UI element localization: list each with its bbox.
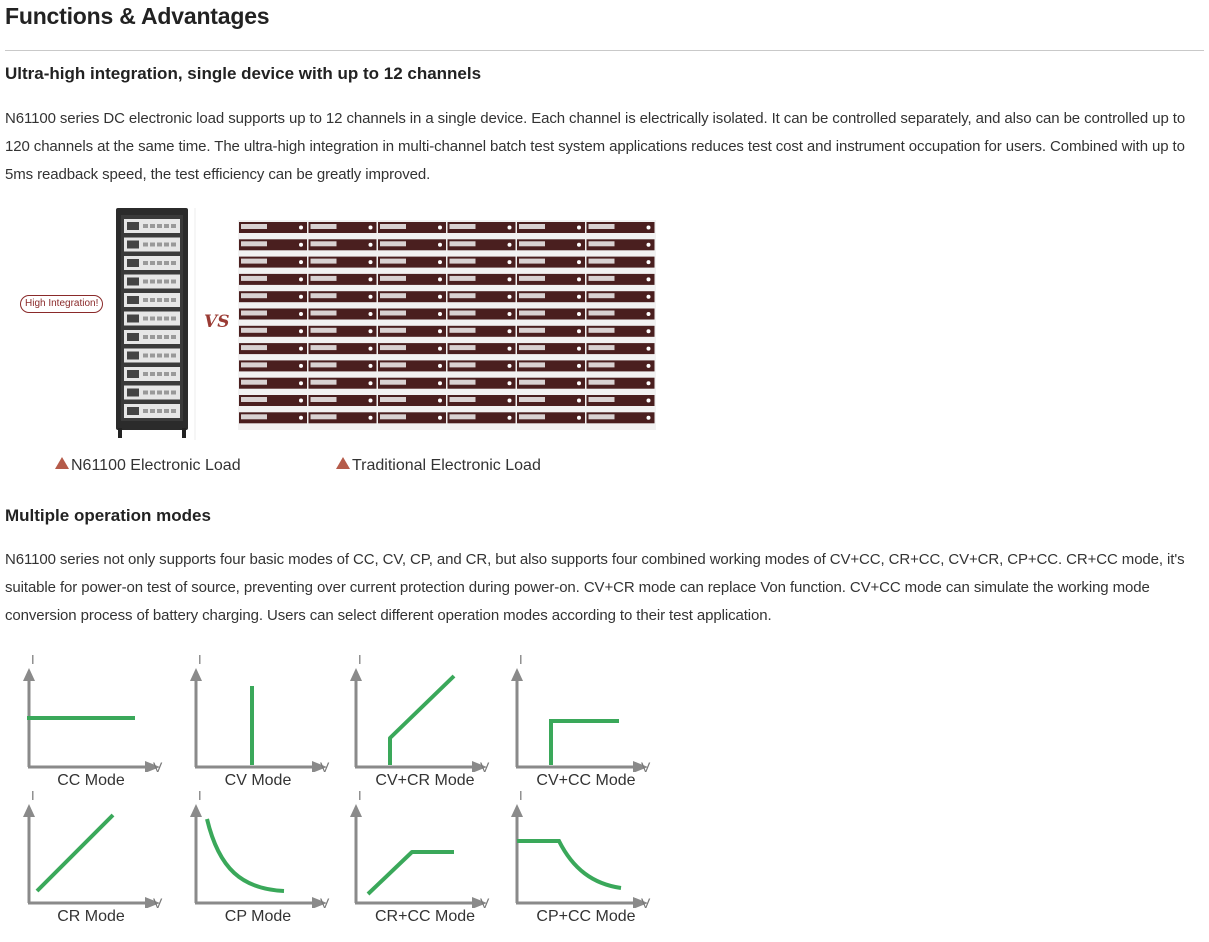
rack-unit-port — [171, 317, 176, 321]
rack-unit-port — [143, 335, 148, 339]
traditional-load-knob — [369, 295, 373, 299]
traditional-load-display — [589, 397, 615, 402]
iv-curve — [517, 841, 621, 888]
traditional-load-knob — [647, 381, 651, 385]
mode-label: CV+CR Mode — [375, 772, 475, 789]
caption-n61100 — [55, 457, 241, 475]
high-integration-badge: High Integration! — [20, 295, 103, 313]
traditional-load-knob — [369, 260, 373, 264]
traditional-load-display — [241, 414, 267, 419]
y-axis-label: I — [519, 652, 523, 667]
traditional-load-display — [589, 311, 615, 316]
rack-unit-port — [164, 335, 169, 339]
rack-unit-display — [127, 259, 139, 267]
y-axis-label: I — [358, 652, 362, 667]
rack-unit-port — [157, 243, 162, 247]
rack-unit-port — [143, 280, 148, 284]
rack-unit-port — [150, 335, 155, 339]
rack-unit-port — [171, 335, 176, 339]
rack-unit-display — [127, 389, 139, 397]
vs-label: VS — [204, 312, 230, 332]
traditional-load-knob — [508, 226, 512, 230]
traditional-load-knob — [577, 416, 581, 420]
n61100-rack-image — [116, 208, 195, 440]
traditional-load-display — [450, 224, 476, 229]
traditional-load-display — [311, 293, 337, 298]
iv-curve — [390, 676, 454, 765]
rack-unit-port — [143, 261, 148, 265]
rack-unit-port — [171, 354, 176, 358]
y-axis-arrow — [23, 804, 35, 817]
rack-unit-port — [143, 243, 148, 247]
rack-unit-port — [157, 261, 162, 265]
traditional-load-knob — [508, 260, 512, 264]
page-title: Functions & Advantages — [5, 3, 270, 29]
y-axis-label: I — [198, 652, 202, 667]
traditional-load-knob — [577, 347, 581, 351]
x-axis-label: V — [320, 895, 330, 908]
y-axis-label: I — [198, 788, 202, 803]
comparison-illustration — [5, 200, 665, 490]
modes-paragraph: N61100 series not only supports four basic modes of CC, CV, CP, and CR, but also supports four combined working modes of CV+CC, CR+CC, CV+CR, CP+CC. CR+CC mode, it's suitable for power-on test of source, preventing over current protection during power-on. CV+CR mode can replace Von function. CV+CC mode can simulate the working mode conversion process of battery charging. Users can select different operation modes according to their test application. — [5, 551, 1185, 624]
rack-unit-port — [150, 261, 155, 265]
traditional-load-knob — [369, 416, 373, 420]
rack-unit-port — [164, 243, 169, 247]
rack-unit-port — [157, 409, 162, 413]
caption-traditional — [336, 457, 541, 475]
traditional-load-display — [380, 362, 406, 367]
rack-unit-port — [150, 298, 155, 302]
traditional-load-knob — [577, 381, 581, 385]
x-axis-label: V — [320, 759, 330, 772]
rack-unit-port — [143, 224, 148, 228]
traditional-load-knob — [438, 347, 442, 351]
traditional-load-display — [241, 345, 267, 350]
iv-chart — [503, 784, 673, 908]
rack-unit-port — [171, 224, 176, 228]
rack-unit-display — [127, 407, 139, 415]
rack-unit-display — [127, 333, 139, 341]
traditional-load-display — [311, 276, 337, 281]
traditional-load-knob — [438, 260, 442, 264]
traditional-load-knob — [577, 295, 581, 299]
traditional-load-display — [241, 276, 267, 281]
traditional-load-knob — [438, 226, 442, 230]
x-axis-label: V — [480, 895, 490, 908]
rack-unit-port — [157, 224, 162, 228]
triangle-icon — [55, 457, 69, 469]
mode-label: CV+CC Mode — [536, 772, 636, 789]
traditional-load-display — [519, 397, 545, 402]
rack-unit-port — [150, 317, 155, 321]
mode-cv-diagram — [182, 648, 352, 789]
traditional-load-knob — [508, 416, 512, 420]
traditional-load-knob — [299, 347, 303, 351]
y-axis-arrow — [350, 804, 362, 817]
traditional-load-knob — [299, 226, 303, 230]
traditional-load-knob — [508, 329, 512, 333]
rack-unit-display — [127, 315, 139, 323]
rack-unit-display — [127, 352, 139, 360]
traditional-load-knob — [647, 277, 651, 281]
traditional-load-knob — [369, 381, 373, 385]
traditional-load-display — [519, 276, 545, 281]
traditional-load-display — [311, 345, 337, 350]
traditional-load-display — [241, 311, 267, 316]
traditional-load-knob — [438, 381, 442, 385]
traditional-load-knob — [508, 347, 512, 351]
traditional-load-display — [450, 328, 476, 333]
traditional-load-display — [311, 224, 337, 229]
traditional-load-display — [241, 293, 267, 298]
traditional-load-knob — [577, 226, 581, 230]
traditional-load-display — [450, 380, 476, 385]
mode-cp-diagram — [182, 784, 352, 925]
rack-unit-display — [127, 370, 139, 378]
y-axis-arrow — [350, 668, 362, 681]
traditional-load-display — [519, 380, 545, 385]
traditional-load-display — [589, 259, 615, 264]
traditional-load-display — [380, 311, 406, 316]
triangle-icon — [336, 457, 350, 469]
integration-paragraph: N61100 series DC electronic load supports up to 12 channels in a single device. Each channel is electrically isolated. It can be controlled separately, and also can be controlled up to 120 channels at the same time. The ultra-high integration in multi-channel batch test system applications reduces test cost and instrument occupation for users. Combined with up to 5ms readback speed, the test efficiency can be greatly improved. — [5, 110, 1186, 183]
rack-unit-port — [157, 317, 162, 321]
traditional-load-knob — [647, 226, 651, 230]
traditional-load-knob — [299, 277, 303, 281]
traditional-load-display — [311, 397, 337, 402]
traditional-load-knob — [508, 243, 512, 247]
mode-cr-cc-diagram — [342, 784, 512, 925]
rack-unit-port — [171, 298, 176, 302]
traditional-load-knob — [438, 312, 442, 316]
iv-curve — [368, 852, 454, 894]
operation-modes-diagram — [0, 648, 680, 942]
traditional-load-knob — [438, 243, 442, 247]
mode-label: CP+CC Mode — [536, 908, 636, 925]
traditional-load-display — [589, 380, 615, 385]
traditional-load-knob — [647, 364, 651, 368]
title-divider — [5, 50, 1204, 51]
traditional-load-display — [589, 224, 615, 229]
y-axis-label: I — [31, 788, 35, 803]
rack-unit-port — [171, 372, 176, 376]
rack-unit-port — [150, 391, 155, 395]
rack-unit-port — [171, 409, 176, 413]
rack-unit-port — [171, 391, 176, 395]
rack-unit-port — [157, 391, 162, 395]
rack-unit-port — [143, 298, 148, 302]
traditional-load-display — [380, 328, 406, 333]
x-axis-label: V — [641, 895, 651, 908]
rack-unit-display — [127, 222, 139, 230]
iv-chart — [15, 648, 185, 772]
traditional-load-display — [589, 362, 615, 367]
integration-comparison-figure — [5, 200, 665, 490]
traditional-load-display — [311, 380, 337, 385]
traditional-load-knob — [577, 364, 581, 368]
traditional-load-display — [450, 345, 476, 350]
mode-label: CP Mode — [224, 908, 292, 925]
rack-unit-port — [150, 224, 155, 228]
traditional-load-display — [519, 241, 545, 246]
traditional-load-knob — [577, 329, 581, 333]
rack-unit-port — [143, 372, 148, 376]
x-axis-label: V — [153, 759, 163, 772]
traditional-load-knob — [647, 312, 651, 316]
rack-unit-port — [171, 243, 176, 247]
traditional-load-display — [241, 380, 267, 385]
x-axis-label: V — [153, 895, 163, 908]
rack-unit-port — [164, 298, 169, 302]
rack-unit-port — [157, 280, 162, 284]
rack-unit-display — [127, 241, 139, 249]
mode-label: CR+CC Mode — [374, 908, 476, 925]
traditional-load-display — [589, 414, 615, 419]
traditional-load-display — [450, 259, 476, 264]
traditional-load-knob — [369, 226, 373, 230]
traditional-load-display — [450, 276, 476, 281]
iv-chart — [342, 648, 512, 772]
traditional-load-knob — [299, 260, 303, 264]
traditional-load-knob — [508, 295, 512, 299]
traditional-load-knob — [577, 399, 581, 403]
traditional-load-knob — [299, 416, 303, 420]
traditional-load-knob — [647, 347, 651, 351]
traditional-load-knob — [647, 329, 651, 333]
traditional-load-knob — [508, 364, 512, 368]
y-axis-label: I — [519, 788, 523, 803]
traditional-load-display — [380, 397, 406, 402]
traditional-load-display — [519, 259, 545, 264]
traditional-load-display — [241, 224, 267, 229]
rack-unit-port — [164, 354, 169, 358]
traditional-load-knob — [369, 277, 373, 281]
iv-curve — [207, 819, 284, 891]
traditional-load-display — [589, 241, 615, 246]
rack-unit-port — [164, 372, 169, 376]
traditional-load-knob — [369, 243, 373, 247]
traditional-load-knob — [508, 277, 512, 281]
mode-cc-diagram — [15, 648, 185, 789]
rack-unit-port — [143, 391, 148, 395]
traditional-load-display — [519, 328, 545, 333]
traditional-load-display — [589, 293, 615, 298]
traditional-load-display — [311, 259, 337, 264]
traditional-load-display — [241, 397, 267, 402]
traditional-load-display — [380, 276, 406, 281]
mode-cv-cc-diagram — [503, 648, 673, 789]
iv-chart — [182, 784, 352, 908]
iv-chart — [503, 648, 673, 772]
traditional-load-display — [311, 362, 337, 367]
rack-unit-port — [150, 243, 155, 247]
traditional-load-display — [519, 345, 545, 350]
traditional-load-display — [450, 414, 476, 419]
iv-curve — [37, 815, 113, 891]
caption-traditional-text: Traditional Electronic Load — [352, 457, 541, 474]
rack-unit-port — [164, 391, 169, 395]
y-axis-label: I — [358, 788, 362, 803]
mode-cr-diagram — [15, 784, 185, 925]
mode-label: CC Mode — [57, 772, 125, 789]
traditional-load-knob — [299, 295, 303, 299]
rack-unit-port — [164, 317, 169, 321]
section-heading-integration: Ultra-high integration, single device with up to 12 channels — [5, 64, 482, 83]
y-axis-arrow — [190, 804, 202, 817]
traditional-load-knob — [438, 364, 442, 368]
iv-chart — [182, 648, 352, 772]
traditional-load-display — [241, 362, 267, 367]
iv-chart — [15, 784, 185, 908]
traditional-load-display — [450, 241, 476, 246]
traditional-load-knob — [299, 312, 303, 316]
traditional-load-display — [380, 224, 406, 229]
traditional-load-display — [241, 328, 267, 333]
traditional-load-knob — [647, 295, 651, 299]
traditional-load-knob — [647, 399, 651, 403]
traditional-load-display — [519, 293, 545, 298]
rack-unit-port — [150, 354, 155, 358]
traditional-load-knob — [438, 295, 442, 299]
y-axis-arrow — [511, 668, 523, 681]
traditional-load-display — [450, 293, 476, 298]
traditional-load-knob — [438, 416, 442, 420]
x-axis-label: V — [641, 759, 651, 772]
traditional-load-knob — [577, 243, 581, 247]
traditional-load-knob — [369, 329, 373, 333]
traditional-load-display — [241, 241, 267, 246]
rack-unit-port — [164, 224, 169, 228]
rack-unit-port — [164, 280, 169, 284]
traditional-load-display — [589, 276, 615, 281]
traditional-load-knob — [299, 364, 303, 368]
traditional-load-display — [450, 311, 476, 316]
traditional-load-display — [311, 328, 337, 333]
traditional-load-display — [589, 345, 615, 350]
traditional-loads-image — [238, 220, 656, 430]
traditional-load-knob — [369, 364, 373, 368]
traditional-load-knob — [438, 277, 442, 281]
rack-unit-port — [171, 261, 176, 265]
traditional-load-knob — [438, 329, 442, 333]
rack-unit-port — [150, 372, 155, 376]
traditional-load-knob — [299, 399, 303, 403]
traditional-load-knob — [508, 312, 512, 316]
caption-n61100-text: N61100 Electronic Load — [71, 457, 241, 474]
y-axis-arrow — [511, 804, 523, 817]
traditional-load-display — [450, 362, 476, 367]
iv-curve — [551, 721, 619, 765]
rack-unit-port — [143, 409, 148, 413]
traditional-load-knob — [369, 399, 373, 403]
rack-unit-display — [127, 278, 139, 286]
x-axis-label: V — [480, 759, 490, 772]
traditional-load-knob — [647, 260, 651, 264]
y-axis-arrow — [190, 668, 202, 681]
rack-unit-port — [157, 372, 162, 376]
traditional-load-display — [241, 259, 267, 264]
traditional-load-display — [519, 414, 545, 419]
traditional-load-display — [380, 380, 406, 385]
traditional-load-display — [311, 311, 337, 316]
mode-cv-cr-diagram — [342, 648, 512, 789]
iv-chart — [342, 784, 512, 908]
rack-unit-port — [157, 298, 162, 302]
mode-cp-cc-diagram — [503, 784, 673, 925]
traditional-load-knob — [647, 416, 651, 420]
traditional-load-display — [311, 414, 337, 419]
rack-unit-port — [143, 354, 148, 358]
traditional-load-display — [311, 241, 337, 246]
traditional-load-knob — [577, 260, 581, 264]
rack-unit-port — [164, 261, 169, 265]
traditional-load-display — [380, 241, 406, 246]
rack-unit-port — [171, 280, 176, 284]
traditional-load-knob — [508, 381, 512, 385]
traditional-load-display — [519, 362, 545, 367]
traditional-load-display — [380, 259, 406, 264]
traditional-load-knob — [299, 381, 303, 385]
rack-unit-display — [127, 296, 139, 304]
section-heading-modes: Multiple operation modes — [5, 506, 211, 525]
traditional-load-knob — [508, 399, 512, 403]
traditional-load-display — [380, 414, 406, 419]
traditional-load-knob — [299, 329, 303, 333]
rack-unit-port — [157, 354, 162, 358]
rack-unit-port — [164, 409, 169, 413]
traditional-load-knob — [438, 399, 442, 403]
traditional-load-display — [589, 328, 615, 333]
traditional-load-display — [519, 224, 545, 229]
traditional-load-knob — [577, 312, 581, 316]
traditional-load-display — [380, 345, 406, 350]
traditional-load-display — [450, 397, 476, 402]
traditional-load-display — [380, 293, 406, 298]
rack-unit-port — [150, 280, 155, 284]
rack-unit-port — [150, 409, 155, 413]
mode-label: CV Mode — [224, 772, 292, 789]
traditional-load-knob — [369, 347, 373, 351]
traditional-load-knob — [299, 243, 303, 247]
mode-label: CR Mode — [57, 908, 125, 925]
traditional-load-knob — [647, 243, 651, 247]
traditional-load-display — [519, 311, 545, 316]
rack-unit-port — [157, 335, 162, 339]
traditional-load-knob — [369, 312, 373, 316]
traditional-load-knob — [577, 277, 581, 281]
y-axis-arrow — [23, 668, 35, 681]
rack-unit-port — [143, 317, 148, 321]
y-axis-label: I — [31, 652, 35, 667]
